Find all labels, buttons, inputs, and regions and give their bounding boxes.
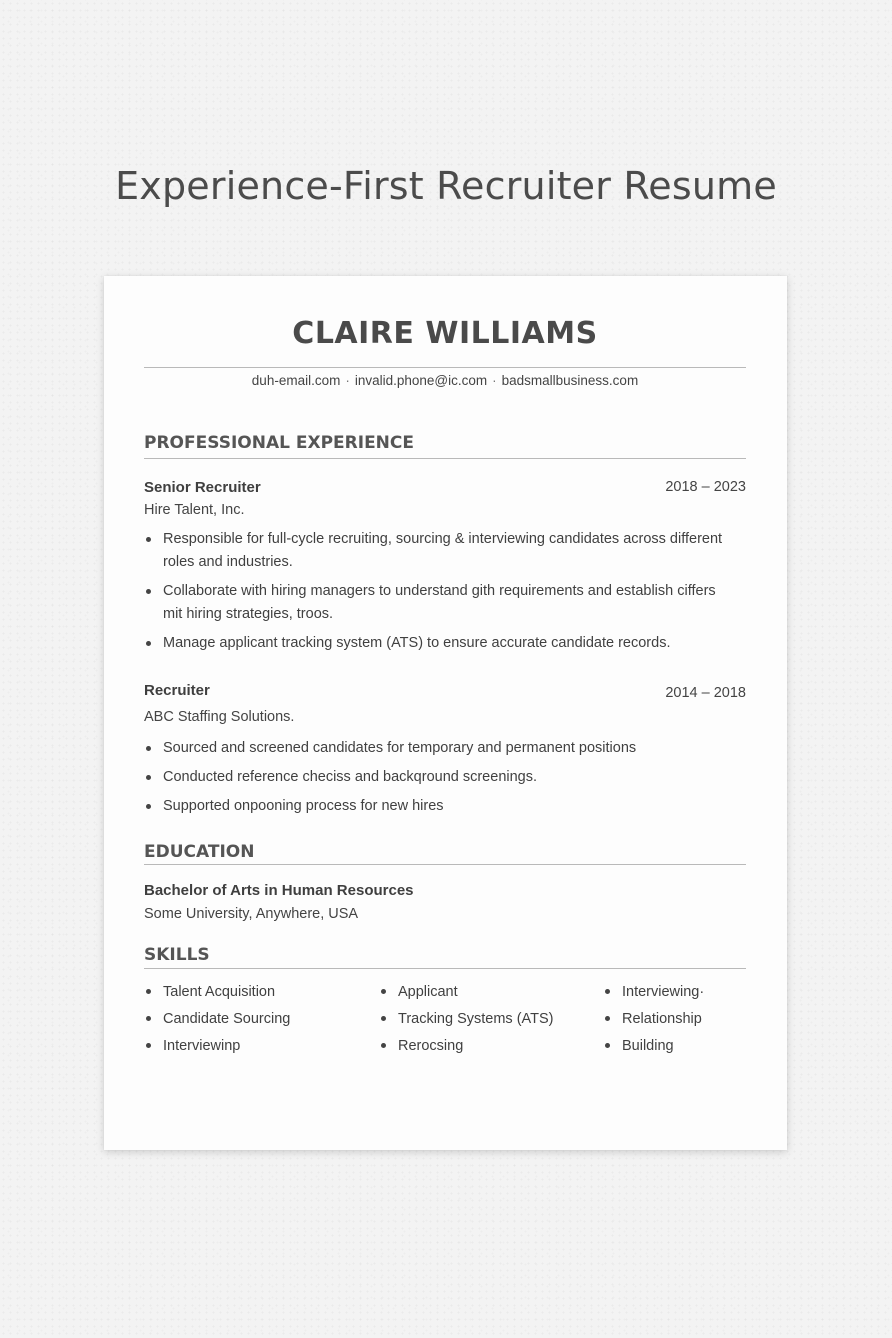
bullet-dot <box>146 589 151 594</box>
skill-item: Rerocsing <box>379 1036 554 1063</box>
bullet-dot <box>146 1016 151 1021</box>
bullet-dot <box>381 1043 386 1048</box>
job-dates: 2018 – 2023 <box>665 479 746 495</box>
skills-heading: SKILLS <box>144 945 210 965</box>
resume-sheet <box>104 276 787 1150</box>
bullet-dot <box>146 1043 151 1048</box>
job-bullets <box>144 528 736 655</box>
school: Some University, Anywhere, USA <box>144 906 359 922</box>
job-dates: 2014 – 2018 <box>665 685 746 701</box>
bullet-dot <box>605 1043 610 1048</box>
job-bullet: Conducted reference checiss and backqround screenings. <box>144 766 736 789</box>
contact-website: badsmallbusiness.com <box>501 373 639 388</box>
bullet-dot <box>146 641 151 646</box>
job-company: ABC Staffing Solutions. <box>144 709 295 725</box>
experience-heading: PROFESSIONAL EXPERIENCE <box>144 433 414 453</box>
skill-item: Tracking Systems (ATS) <box>379 1009 554 1036</box>
job-bullet: Collaborate with hiring managers to understand gith requirements and establish ciffers mit hiring strategies, troos. <box>144 580 736 626</box>
skill-item: Candidate Sourcing <box>144 1009 290 1036</box>
skill-item: Talent Acquisition <box>144 982 290 1009</box>
bullet-dot <box>146 775 151 780</box>
bullet-dot <box>146 746 151 751</box>
education-heading: EDUCATION <box>144 842 255 862</box>
skills-divider <box>144 968 746 969</box>
job-bullet: Sourced and screened candidates for temporary and permanent positions <box>144 737 736 760</box>
name-divider <box>144 367 746 368</box>
skills-column <box>603 982 704 1063</box>
skill-item: Interviewinp <box>144 1036 290 1063</box>
education-divider <box>144 864 746 865</box>
experience-divider <box>144 458 746 459</box>
skill-item: Relationship <box>603 1009 704 1036</box>
bullet-dot <box>605 1016 610 1021</box>
contact-phone: invalid.phone@ic.com <box>354 373 488 388</box>
job-title: Recruiter <box>144 682 210 699</box>
degree: Bachelor of Arts in Human Resources <box>144 882 414 899</box>
job-bullet: Responsible for full-cycle recruiting, sourcing & interviewing candidates across different roles and industries. <box>144 528 736 574</box>
job-bullet: Supported onpooning process for new hires <box>144 795 736 818</box>
skill-item: Applicant <box>379 982 554 1009</box>
bullet-dot <box>381 989 386 994</box>
contact-separator: · <box>492 373 497 388</box>
page-title: Experience-First Recruiter Resume <box>115 164 777 208</box>
bullet-dot <box>146 804 151 809</box>
skill-item: Building <box>603 1036 704 1063</box>
job-bullets <box>144 737 736 818</box>
contact-line <box>144 373 746 388</box>
skill-item: Interviewing· <box>603 982 704 1009</box>
job-bullet: Manage applicant tracking system (ATS) to ensure accurate candidate records. <box>144 632 736 655</box>
bullet-dot <box>381 1016 386 1021</box>
job-company: Hire Talent, Inc. <box>144 502 245 518</box>
skills-column <box>379 982 554 1063</box>
contact-email: duh-email.com <box>251 373 341 388</box>
bullet-dot <box>146 989 151 994</box>
bullet-dot <box>605 989 610 994</box>
resume-content <box>144 276 746 1150</box>
candidate-name: CLAIRE WILLIAMS <box>292 316 598 351</box>
bullet-dot <box>146 537 151 542</box>
contact-separator: · <box>345 373 350 388</box>
skills-column <box>144 982 290 1063</box>
job-title: Senior Recruiter <box>144 479 261 496</box>
